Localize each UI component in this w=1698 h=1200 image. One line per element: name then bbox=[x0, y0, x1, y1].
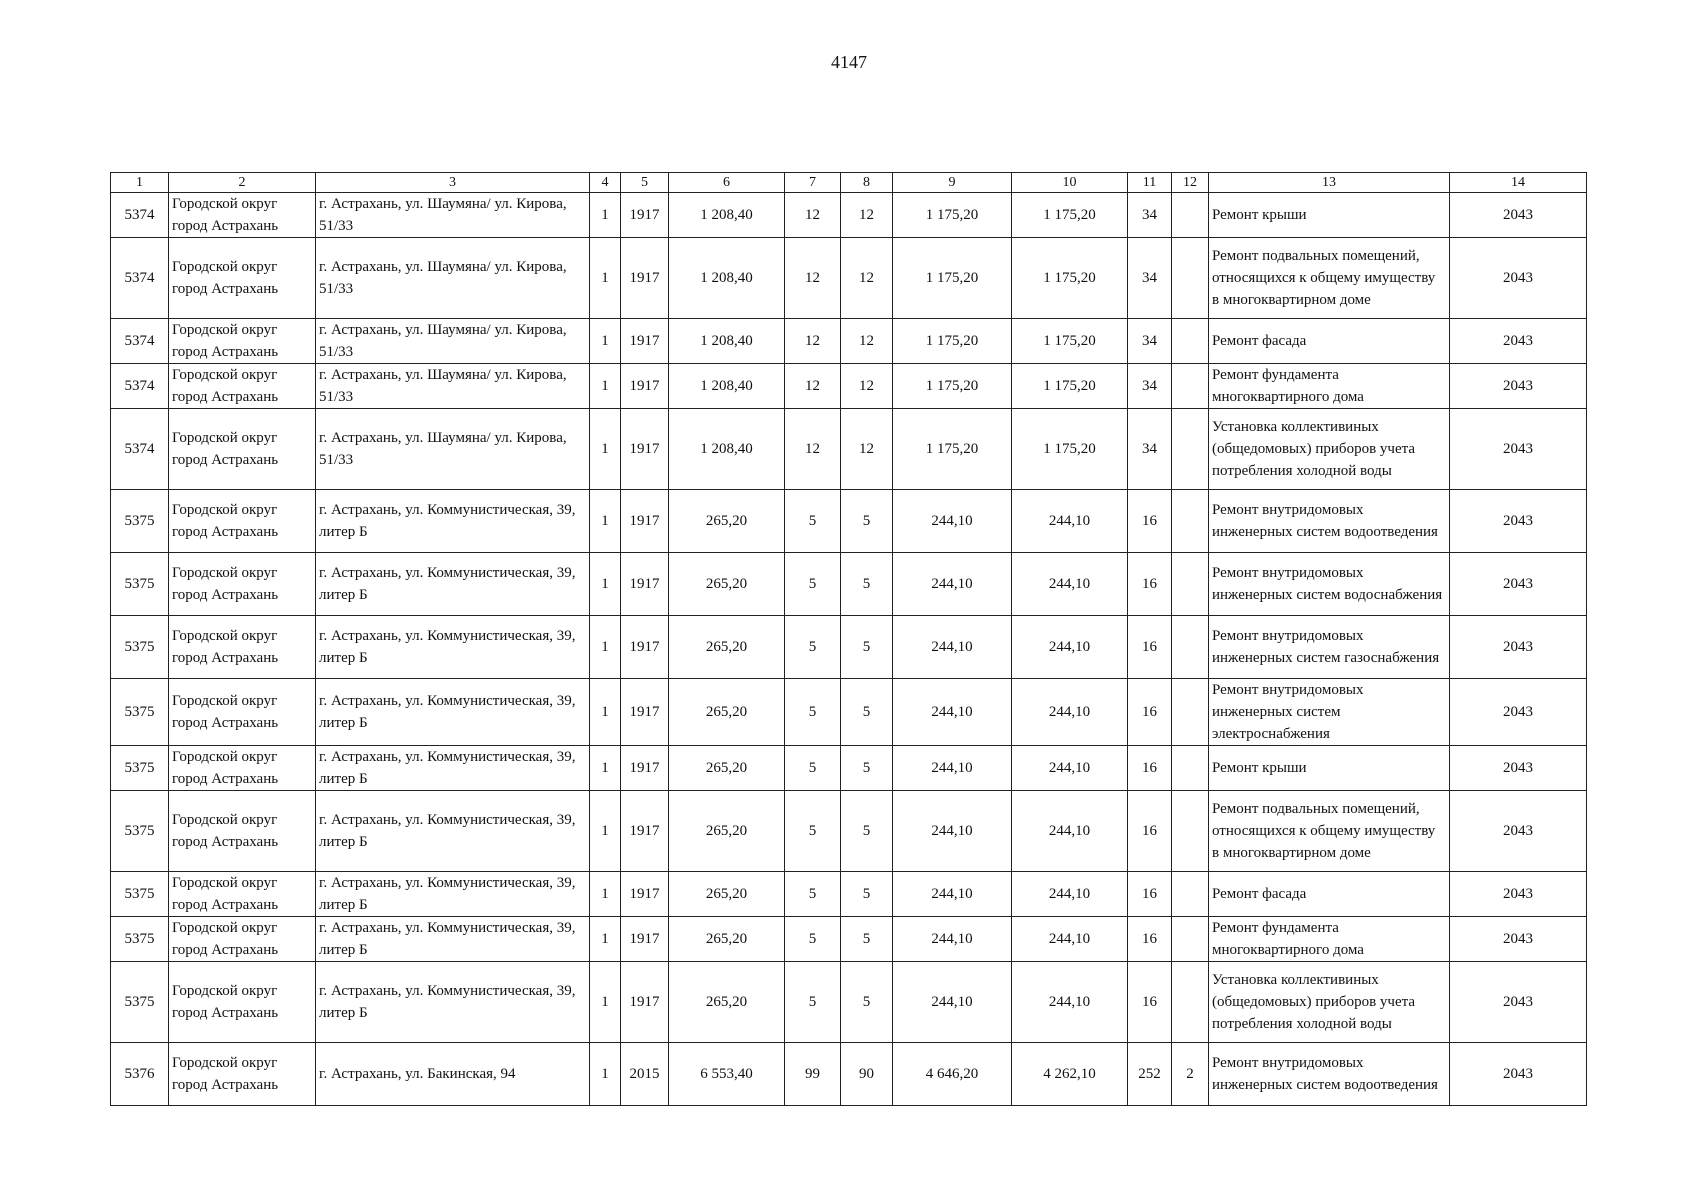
plan-year-cell: 2043 bbox=[1450, 490, 1587, 553]
col4-cell: 1 bbox=[590, 679, 621, 746]
work-type-cell: Ремонт внутридомовых инженерных систем водоснабжения bbox=[1209, 553, 1450, 616]
column-header: 12 bbox=[1172, 173, 1209, 193]
col6-cell: 265,20 bbox=[669, 679, 785, 746]
col12-cell bbox=[1172, 962, 1209, 1043]
col8-cell: 5 bbox=[841, 917, 893, 962]
municipality-cell: Городской округ город Астрахань bbox=[169, 553, 316, 616]
col6-cell: 1 208,40 bbox=[669, 409, 785, 490]
col9-cell: 1 175,20 bbox=[893, 238, 1012, 319]
col11-cell: 16 bbox=[1128, 490, 1172, 553]
col10-cell: 244,10 bbox=[1012, 917, 1128, 962]
work-type-cell: Ремонт внутридомовых инженерных систем электроснабжения bbox=[1209, 679, 1450, 746]
col11-cell: 16 bbox=[1128, 616, 1172, 679]
col7-cell: 5 bbox=[785, 791, 841, 872]
col12-cell bbox=[1172, 319, 1209, 364]
col9-cell: 244,10 bbox=[893, 490, 1012, 553]
municipality-cell: Городской округ город Астрахань bbox=[169, 872, 316, 917]
col9-cell: 244,10 bbox=[893, 616, 1012, 679]
col10-cell: 244,10 bbox=[1012, 679, 1128, 746]
col9-cell: 244,10 bbox=[893, 679, 1012, 746]
col12-cell bbox=[1172, 364, 1209, 409]
year-cell: 1917 bbox=[621, 319, 669, 364]
col8-cell: 12 bbox=[841, 193, 893, 238]
col4-cell: 1 bbox=[590, 1043, 621, 1106]
col6-cell: 1 208,40 bbox=[669, 364, 785, 409]
capital-repair-table bbox=[110, 172, 1587, 1106]
col10-cell: 1 175,20 bbox=[1012, 193, 1128, 238]
col8-cell: 5 bbox=[841, 962, 893, 1043]
col10-cell: 1 175,20 bbox=[1012, 238, 1128, 319]
address-cell: г. Астрахань, ул. Коммунистическая, 39, литер Б bbox=[316, 553, 590, 616]
col9-cell: 244,10 bbox=[893, 962, 1012, 1043]
col4-cell: 1 bbox=[590, 746, 621, 791]
column-header: 13 bbox=[1209, 173, 1450, 193]
plan-year-cell: 2043 bbox=[1450, 746, 1587, 791]
municipality-cell: Городской округ город Астрахань bbox=[169, 791, 316, 872]
plan-year-cell: 2043 bbox=[1450, 917, 1587, 962]
col11-cell: 34 bbox=[1128, 193, 1172, 238]
col7-cell: 5 bbox=[785, 962, 841, 1043]
col4-cell: 1 bbox=[590, 917, 621, 962]
year-cell: 1917 bbox=[621, 616, 669, 679]
row-number-cell: 5375 bbox=[111, 746, 169, 791]
page-number: 4147 bbox=[831, 52, 867, 72]
col12-cell bbox=[1172, 746, 1209, 791]
col12-cell bbox=[1172, 490, 1209, 553]
col6-cell: 1 208,40 bbox=[669, 193, 785, 238]
col8-cell: 12 bbox=[841, 319, 893, 364]
col6-cell: 6 553,40 bbox=[669, 1043, 785, 1106]
col6-cell: 1 208,40 bbox=[669, 319, 785, 364]
col6-cell: 265,20 bbox=[669, 917, 785, 962]
table-row bbox=[111, 962, 1587, 1043]
col11-cell: 16 bbox=[1128, 679, 1172, 746]
col6-cell: 265,20 bbox=[669, 962, 785, 1043]
row-number-cell: 5375 bbox=[111, 616, 169, 679]
col4-cell: 1 bbox=[590, 364, 621, 409]
row-number-cell: 5374 bbox=[111, 364, 169, 409]
table-row bbox=[111, 364, 1587, 409]
col6-cell: 265,20 bbox=[669, 746, 785, 791]
work-type-cell: Установка коллективиных (общедомовых) приборов учета потребления холодной воды bbox=[1209, 409, 1450, 490]
col12-cell bbox=[1172, 917, 1209, 962]
table-body bbox=[111, 193, 1587, 1106]
municipality-cell: Городской округ город Астрахань bbox=[169, 679, 316, 746]
municipality-cell: Городской округ город Астрахань bbox=[169, 238, 316, 319]
col11-cell: 16 bbox=[1128, 872, 1172, 917]
table-row bbox=[111, 409, 1587, 490]
plan-year-cell: 2043 bbox=[1450, 1043, 1587, 1106]
col6-cell: 1 208,40 bbox=[669, 238, 785, 319]
col7-cell: 12 bbox=[785, 364, 841, 409]
plan-year-cell: 2043 bbox=[1450, 364, 1587, 409]
table-row bbox=[111, 791, 1587, 872]
col4-cell: 1 bbox=[590, 193, 621, 238]
plan-year-cell: 2043 bbox=[1450, 319, 1587, 364]
municipality-cell: Городской округ город Астрахань bbox=[169, 409, 316, 490]
col11-cell: 34 bbox=[1128, 364, 1172, 409]
year-cell: 1917 bbox=[621, 490, 669, 553]
col12-cell bbox=[1172, 409, 1209, 490]
col12-cell bbox=[1172, 238, 1209, 319]
year-cell: 2015 bbox=[621, 1043, 669, 1106]
col8-cell: 12 bbox=[841, 409, 893, 490]
col8-cell: 5 bbox=[841, 746, 893, 791]
year-cell: 1917 bbox=[621, 364, 669, 409]
address-cell: г. Астрахань, ул. Коммунистическая, 39, литер Б bbox=[316, 962, 590, 1043]
municipality-cell: Городской округ город Астрахань bbox=[169, 490, 316, 553]
col12-cell bbox=[1172, 791, 1209, 872]
table-row bbox=[111, 917, 1587, 962]
municipality-cell: Городской округ город Астрахань bbox=[169, 319, 316, 364]
col4-cell: 1 bbox=[590, 872, 621, 917]
row-number-cell: 5375 bbox=[111, 490, 169, 553]
col4-cell: 1 bbox=[590, 962, 621, 1043]
plan-year-cell: 2043 bbox=[1450, 553, 1587, 616]
column-header: 11 bbox=[1128, 173, 1172, 193]
municipality-cell: Городской округ город Астрахань bbox=[169, 962, 316, 1043]
address-cell: г. Астрахань, ул. Шаумяна/ ул. Кирова, 51/33 bbox=[316, 193, 590, 238]
column-header: 3 bbox=[316, 173, 590, 193]
col8-cell: 5 bbox=[841, 679, 893, 746]
year-cell: 1917 bbox=[621, 917, 669, 962]
col12-cell bbox=[1172, 193, 1209, 238]
col8-cell: 5 bbox=[841, 791, 893, 872]
col8-cell: 5 bbox=[841, 872, 893, 917]
table-row bbox=[111, 319, 1587, 364]
table-row bbox=[111, 553, 1587, 616]
work-type-cell: Ремонт подвальных помещений, относящихся к общему имуществу в многоквартирном доме bbox=[1209, 238, 1450, 319]
work-type-cell: Ремонт фундамента многоквартирного дома bbox=[1209, 364, 1450, 409]
row-number-cell: 5375 bbox=[111, 679, 169, 746]
col10-cell: 244,10 bbox=[1012, 962, 1128, 1043]
col10-cell: 244,10 bbox=[1012, 490, 1128, 553]
col4-cell: 1 bbox=[590, 791, 621, 872]
col12-cell: 2 bbox=[1172, 1043, 1209, 1106]
address-cell: г. Астрахань, ул. Коммунистическая, 39, литер Б bbox=[316, 490, 590, 553]
work-type-cell: Ремонт подвальных помещений, относящихся к общему имуществу в многоквартирном доме bbox=[1209, 791, 1450, 872]
col4-cell: 1 bbox=[590, 319, 621, 364]
col10-cell: 1 175,20 bbox=[1012, 409, 1128, 490]
row-number-cell: 5374 bbox=[111, 409, 169, 490]
col7-cell: 5 bbox=[785, 679, 841, 746]
row-number-cell: 5375 bbox=[111, 872, 169, 917]
year-cell: 1917 bbox=[621, 553, 669, 616]
work-type-cell: Ремонт фасада bbox=[1209, 872, 1450, 917]
row-number-cell: 5374 bbox=[111, 238, 169, 319]
row-number-cell: 5374 bbox=[111, 319, 169, 364]
col11-cell: 34 bbox=[1128, 238, 1172, 319]
year-cell: 1917 bbox=[621, 746, 669, 791]
table-row bbox=[111, 193, 1587, 238]
row-number-cell: 5375 bbox=[111, 791, 169, 872]
col8-cell: 5 bbox=[841, 616, 893, 679]
column-header: 7 bbox=[785, 173, 841, 193]
work-type-cell: Ремонт внутридомовых инженерных систем водоотведения bbox=[1209, 490, 1450, 553]
col9-cell: 244,10 bbox=[893, 791, 1012, 872]
col7-cell: 5 bbox=[785, 917, 841, 962]
table-row bbox=[111, 1043, 1587, 1106]
address-cell: г. Астрахань, ул. Шаумяна/ ул. Кирова, 51/33 bbox=[316, 319, 590, 364]
work-type-cell: Ремонт крыши bbox=[1209, 193, 1450, 238]
work-type-cell: Ремонт фасада bbox=[1209, 319, 1450, 364]
col7-cell: 5 bbox=[785, 872, 841, 917]
column-header: 2 bbox=[169, 173, 316, 193]
col9-cell: 1 175,20 bbox=[893, 193, 1012, 238]
column-header: 8 bbox=[841, 173, 893, 193]
col10-cell: 244,10 bbox=[1012, 616, 1128, 679]
table-row bbox=[111, 746, 1587, 791]
plan-year-cell: 2043 bbox=[1450, 409, 1587, 490]
col12-cell bbox=[1172, 872, 1209, 917]
municipality-cell: Городской округ город Астрахань bbox=[169, 616, 316, 679]
plan-year-cell: 2043 bbox=[1450, 679, 1587, 746]
col11-cell: 34 bbox=[1128, 319, 1172, 364]
work-type-cell: Установка коллективиных (общедомовых) приборов учета потребления холодной воды bbox=[1209, 962, 1450, 1043]
row-number-cell: 5374 bbox=[111, 193, 169, 238]
year-cell: 1917 bbox=[621, 791, 669, 872]
col7-cell: 5 bbox=[785, 616, 841, 679]
col10-cell: 244,10 bbox=[1012, 872, 1128, 917]
plan-year-cell: 2043 bbox=[1450, 872, 1587, 917]
plan-year-cell: 2043 bbox=[1450, 616, 1587, 679]
address-cell: г. Астрахань, ул. Коммунистическая, 39, литер Б bbox=[316, 791, 590, 872]
col11-cell: 16 bbox=[1128, 962, 1172, 1043]
col10-cell: 1 175,20 bbox=[1012, 364, 1128, 409]
col4-cell: 1 bbox=[590, 490, 621, 553]
column-header: 1 bbox=[111, 173, 169, 193]
col8-cell: 12 bbox=[841, 238, 893, 319]
col12-cell bbox=[1172, 553, 1209, 616]
col10-cell: 4 262,10 bbox=[1012, 1043, 1128, 1106]
col6-cell: 265,20 bbox=[669, 616, 785, 679]
col11-cell: 16 bbox=[1128, 746, 1172, 791]
address-cell: г. Астрахань, ул. Коммунистическая, 39, литер Б bbox=[316, 917, 590, 962]
address-cell: г. Астрахань, ул. Коммунистическая, 39, литер Б bbox=[316, 746, 590, 791]
municipality-cell: Городской округ город Астрахань bbox=[169, 746, 316, 791]
col7-cell: 5 bbox=[785, 746, 841, 791]
col12-cell bbox=[1172, 679, 1209, 746]
col8-cell: 90 bbox=[841, 1043, 893, 1106]
col11-cell: 252 bbox=[1128, 1043, 1172, 1106]
col9-cell: 244,10 bbox=[893, 553, 1012, 616]
address-cell: г. Астрахань, ул. Шаумяна/ ул. Кирова, 51/33 bbox=[316, 409, 590, 490]
col6-cell: 265,20 bbox=[669, 490, 785, 553]
row-number-cell: 5376 bbox=[111, 1043, 169, 1106]
col9-cell: 244,10 bbox=[893, 746, 1012, 791]
row-number-cell: 5375 bbox=[111, 917, 169, 962]
work-type-cell: Ремонт внутридомовых инженерных систем водоотведения bbox=[1209, 1043, 1450, 1106]
col4-cell: 1 bbox=[590, 616, 621, 679]
plan-year-cell: 2043 bbox=[1450, 791, 1587, 872]
col10-cell: 244,10 bbox=[1012, 746, 1128, 791]
col6-cell: 265,20 bbox=[669, 791, 785, 872]
year-cell: 1917 bbox=[621, 962, 669, 1043]
column-header: 10 bbox=[1012, 173, 1128, 193]
col7-cell: 12 bbox=[785, 409, 841, 490]
work-type-cell: Ремонт фундамента многоквартирного дома bbox=[1209, 917, 1450, 962]
municipality-cell: Городской округ город Астрахань bbox=[169, 364, 316, 409]
address-cell: г. Астрахань, ул. Коммунистическая, 39, литер Б bbox=[316, 616, 590, 679]
municipality-cell: Городской округ город Астрахань bbox=[169, 917, 316, 962]
plan-year-cell: 2043 bbox=[1450, 962, 1587, 1043]
col9-cell: 1 175,20 bbox=[893, 319, 1012, 364]
table-row bbox=[111, 616, 1587, 679]
year-cell: 1917 bbox=[621, 193, 669, 238]
address-cell: г. Астрахань, ул. Коммунистическая, 39, литер Б bbox=[316, 679, 590, 746]
work-type-cell: Ремонт внутридомовых инженерных систем газоснабжения bbox=[1209, 616, 1450, 679]
col7-cell: 12 bbox=[785, 193, 841, 238]
table-row bbox=[111, 679, 1587, 746]
col11-cell: 16 bbox=[1128, 917, 1172, 962]
col6-cell: 265,20 bbox=[669, 872, 785, 917]
col11-cell: 16 bbox=[1128, 791, 1172, 872]
year-cell: 1917 bbox=[621, 872, 669, 917]
col7-cell: 99 bbox=[785, 1043, 841, 1106]
address-cell: г. Астрахань, ул. Шаумяна/ ул. Кирова, 51/33 bbox=[316, 238, 590, 319]
col7-cell: 12 bbox=[785, 319, 841, 364]
col4-cell: 1 bbox=[590, 553, 621, 616]
municipality-cell: Городской округ город Астрахань bbox=[169, 193, 316, 238]
col12-cell bbox=[1172, 616, 1209, 679]
address-cell: г. Астрахань, ул. Коммунистическая, 39, литер Б bbox=[316, 872, 590, 917]
table-row bbox=[111, 872, 1587, 917]
col8-cell: 5 bbox=[841, 490, 893, 553]
col8-cell: 12 bbox=[841, 364, 893, 409]
col9-cell: 244,10 bbox=[893, 872, 1012, 917]
col10-cell: 1 175,20 bbox=[1012, 319, 1128, 364]
col7-cell: 5 bbox=[785, 553, 841, 616]
col4-cell: 1 bbox=[590, 409, 621, 490]
column-header: 9 bbox=[893, 173, 1012, 193]
col8-cell: 5 bbox=[841, 553, 893, 616]
col10-cell: 244,10 bbox=[1012, 791, 1128, 872]
column-header: 4 bbox=[590, 173, 621, 193]
column-header: 6 bbox=[669, 173, 785, 193]
address-cell: г. Астрахань, ул. Шаумяна/ ул. Кирова, 51/33 bbox=[316, 364, 590, 409]
col9-cell: 1 175,20 bbox=[893, 364, 1012, 409]
col6-cell: 265,20 bbox=[669, 553, 785, 616]
column-number-row bbox=[111, 173, 1587, 193]
municipality-cell: Городской округ город Астрахань bbox=[169, 1043, 316, 1106]
year-cell: 1917 bbox=[621, 409, 669, 490]
address-cell: г. Астрахань, ул. Бакинская, 94 bbox=[316, 1043, 590, 1106]
col9-cell: 4 646,20 bbox=[893, 1043, 1012, 1106]
col9-cell: 244,10 bbox=[893, 917, 1012, 962]
table-row bbox=[111, 490, 1587, 553]
plan-year-cell: 2043 bbox=[1450, 193, 1587, 238]
work-type-cell: Ремонт крыши bbox=[1209, 746, 1450, 791]
table-row bbox=[111, 238, 1587, 319]
col4-cell: 1 bbox=[590, 238, 621, 319]
plan-year-cell: 2043 bbox=[1450, 238, 1587, 319]
col11-cell: 16 bbox=[1128, 553, 1172, 616]
row-number-cell: 5375 bbox=[111, 962, 169, 1043]
year-cell: 1917 bbox=[621, 238, 669, 319]
column-header: 14 bbox=[1450, 173, 1587, 193]
col9-cell: 1 175,20 bbox=[893, 409, 1012, 490]
column-header: 5 bbox=[621, 173, 669, 193]
col11-cell: 34 bbox=[1128, 409, 1172, 490]
col7-cell: 5 bbox=[785, 490, 841, 553]
col7-cell: 12 bbox=[785, 238, 841, 319]
row-number-cell: 5375 bbox=[111, 553, 169, 616]
year-cell: 1917 bbox=[621, 679, 669, 746]
col10-cell: 244,10 bbox=[1012, 553, 1128, 616]
